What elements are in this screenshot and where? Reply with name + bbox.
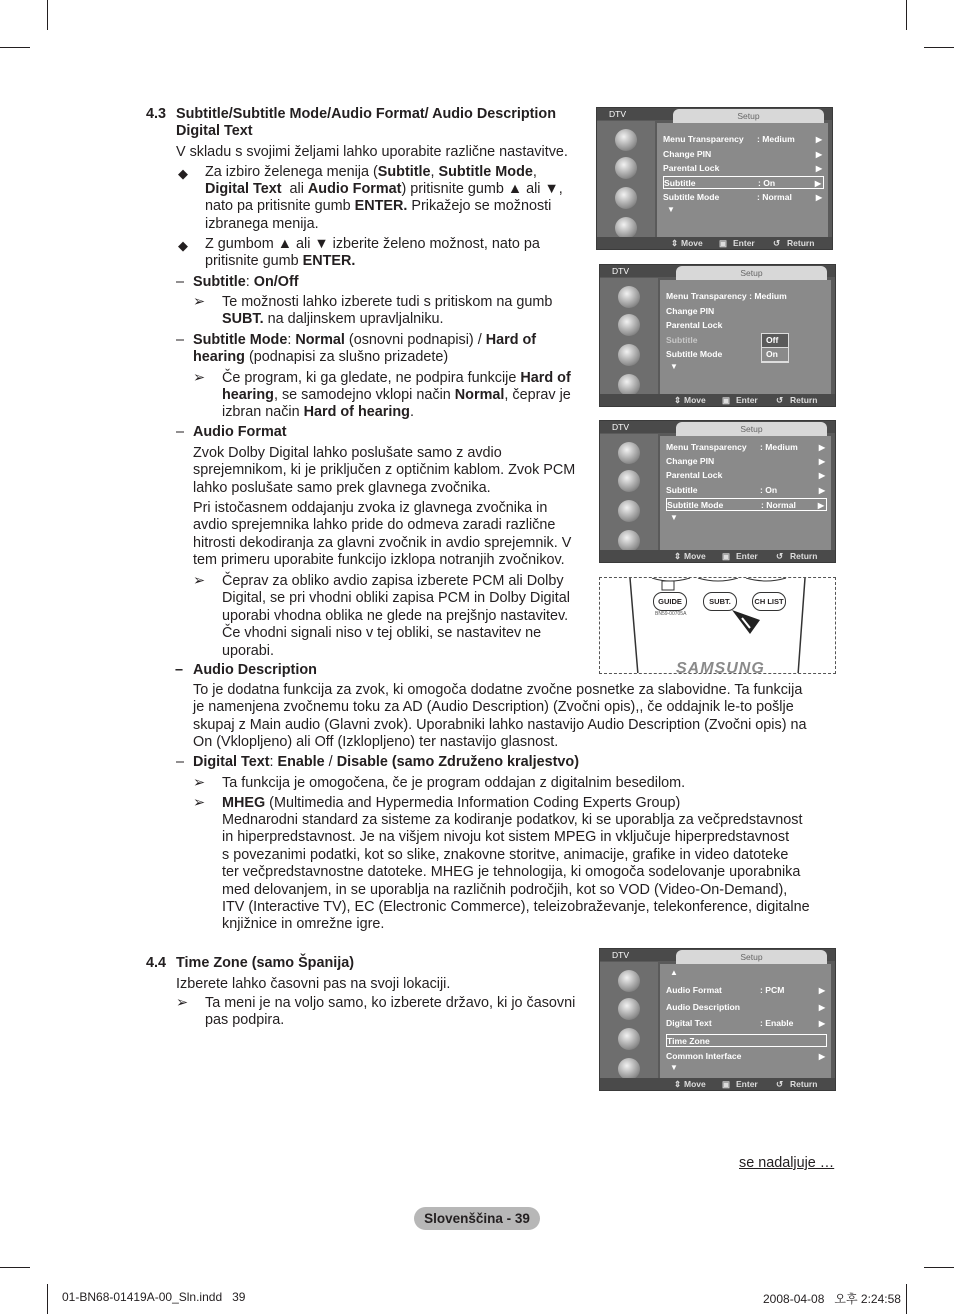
osd-menu-item[interactable]: Menu Transparency : Medium ▶ bbox=[666, 442, 825, 452]
input-icon bbox=[618, 530, 640, 552]
note-arrow-icon: ➢ bbox=[176, 995, 189, 1011]
enter-icon: ▣ bbox=[722, 551, 731, 561]
bullet-1-line2: Digital Text ali Audio Format) pritisnite gumb ▲ ali ▼, bbox=[205, 181, 563, 197]
option-on[interactable]: On bbox=[762, 348, 788, 362]
mode-note-line3: izbran način Hard of hearing. bbox=[222, 404, 414, 420]
crop-mark bbox=[0, 1267, 30, 1268]
section-intro: V skladu s svojimi željami lahko uporabite različne nastavitve. bbox=[176, 144, 568, 160]
osd-menu-item-selected[interactable]: Subtitle Mode : Normal ▶ bbox=[666, 498, 827, 511]
time-zone-note-line1: Ta meni je na voljo samo, ko izberete državo, ki jo časovni bbox=[205, 995, 576, 1011]
picture-icon bbox=[615, 129, 637, 151]
ch-list-button[interactable]: CH LIST bbox=[752, 592, 786, 611]
note-arrow-icon: ➢ bbox=[193, 294, 206, 310]
dash-icon: – bbox=[175, 662, 184, 678]
osd-setup-tab: Setup bbox=[676, 422, 827, 436]
osd-menu-item[interactable]: Digital Text : Enable ▶ bbox=[666, 1018, 825, 1028]
return-icon: ↺ bbox=[776, 1079, 784, 1089]
mode-note-line1: Če program, ki ga gledate, ne podpira funkcije Hard of bbox=[222, 370, 571, 386]
input-icon bbox=[618, 374, 640, 396]
input-icon bbox=[615, 217, 637, 239]
digital-text-heading: Digital Text: Enable / Disable (samo Združeno kraljestvo) bbox=[193, 754, 579, 770]
osd-footer: ⇕ Move ▣ Enter ↺ Return bbox=[597, 237, 832, 249]
osd-setup-tab: Setup bbox=[673, 109, 824, 123]
osd-dtv-label: DTV bbox=[612, 422, 629, 432]
osd-menu-item-selected[interactable]: Subtitle : On ▶ bbox=[663, 176, 824, 189]
picture-icon bbox=[618, 286, 640, 308]
file-info: 01-BN68-01419A-00_Sln.indd 39 bbox=[62, 1290, 246, 1304]
subtitle-mode-line1: Subtitle Mode: Normal (osnovni podnapisi) / Hard of bbox=[193, 332, 537, 348]
remote-control-illustration bbox=[599, 577, 836, 674]
osd-menu-item[interactable]: Change PIN ▶ bbox=[663, 149, 822, 159]
section-title-line2: Digital Text bbox=[176, 123, 253, 139]
page-number-badge: Slovenščina - 39 bbox=[414, 1207, 540, 1230]
osd-menu-item[interactable]: Audio Description ▶ bbox=[666, 1002, 825, 1012]
osd-menu-item[interactable]: Change PIN bbox=[666, 306, 715, 316]
osd-menu-item[interactable]: Change PIN ▶ bbox=[666, 456, 825, 466]
dash-icon: – bbox=[176, 424, 185, 440]
enter-icon: ▣ bbox=[719, 238, 728, 248]
mheg-heading: MHEG (Multimedia and Hypermedia Information Coding Experts Group) bbox=[222, 795, 681, 811]
osd-setup-screen-1 bbox=[596, 107, 833, 250]
audio-format-para1: Zvok Dolby Digital lahko poslušate samo z avdio sprejemnikom, ki je priključen z optičnim kablom. Zvok PCM lahko poslušate samo prek glavnega zvočnika. bbox=[193, 445, 576, 496]
osd-menu-panel bbox=[660, 280, 831, 394]
option-off[interactable]: Off bbox=[762, 334, 788, 348]
mode-note-line2: hearing, se samodejno vklopi način Normal, čeprav je bbox=[222, 387, 571, 403]
crop-mark bbox=[906, 1284, 907, 1314]
return-icon: ↺ bbox=[776, 395, 784, 405]
digital-text-note1: Ta funkcija je omogočena, če je program oddajan z digitalnim besedilom. bbox=[222, 775, 686, 791]
bullet-1-line1: Za izbiro želenega menija (Subtitle, Subtitle Mode, bbox=[205, 164, 537, 180]
osd-setup-screen-4 bbox=[599, 948, 836, 1091]
dash-icon: – bbox=[176, 332, 185, 348]
remote-model-label: BN59-00705A bbox=[655, 611, 687, 617]
crop-mark bbox=[47, 1284, 48, 1314]
osd-menu-item[interactable]: Subtitle Mode : Normal ▶ bbox=[663, 192, 822, 202]
dash-icon: – bbox=[176, 274, 185, 290]
return-icon: ↺ bbox=[773, 238, 781, 248]
scroll-up-icon: ▲ bbox=[670, 968, 678, 977]
osd-dtv-label: DTV bbox=[612, 266, 629, 276]
sound-icon bbox=[618, 314, 640, 336]
note-arrow-icon: ➢ bbox=[193, 795, 206, 811]
osd-menu-item[interactable]: Subtitle bbox=[666, 335, 698, 345]
move-icon: ⇕ bbox=[674, 551, 682, 561]
gear-icon bbox=[618, 344, 640, 366]
time-zone-note-line2: pas podpira. bbox=[205, 1012, 285, 1028]
subtitle-note-line1: Te možnosti lahko izberete tudi s pritiskom na gumb bbox=[222, 294, 553, 310]
subtitle-note-line2: SUBT. na daljinskem upravljalniku. bbox=[222, 311, 444, 327]
enter-icon: ▣ bbox=[722, 1079, 731, 1089]
osd-menu-item[interactable]: Parental Lock bbox=[666, 320, 723, 330]
scroll-down-icon: ▼ bbox=[670, 362, 678, 371]
osd-side-menu bbox=[597, 121, 655, 237]
input-icon bbox=[618, 1058, 640, 1080]
bullet-diamond-icon: ◆ bbox=[178, 166, 188, 181]
subtitle-mode-line2: hearing (podnapisi za slušno prizadete) bbox=[193, 349, 449, 365]
gear-icon bbox=[618, 500, 640, 522]
enter-icon: ▣ bbox=[722, 395, 731, 405]
print-date: 2008-04-08 오후 2:24:58 bbox=[763, 1292, 901, 1306]
osd-side-menu bbox=[600, 434, 658, 550]
mheg-para: Mednarodni standard za sisteme za kodiranje podatkov, ki se uporablja za večpredstavnost in hiperpredstavnost. Je na višjem nivoju kot sistem MPEG in vključuje hiperpredstavnost s povezanimi podatki, kot so slike, znakovne storitve, animacije, grafike in video datoteke ter večpredstavnostne datoteke. MHEG je tehnologija, ki omogoča sodelovanje uporabnika med delovanjem, in se uporablja na različnih področjih, kot so VOD (Video-On-Demand), ITV (Interactive TV), EC (Electronic Commerce), teleizobraževanje, telekonference, digitalne knjižnice in omrežne igre. bbox=[222, 812, 810, 933]
osd-side-menu bbox=[600, 962, 658, 1078]
gear-icon bbox=[618, 1028, 640, 1050]
dash-icon: – bbox=[176, 754, 185, 770]
sound-icon bbox=[615, 157, 637, 179]
subtitle-options-popup[interactable] bbox=[761, 333, 789, 363]
move-icon: ⇕ bbox=[674, 1079, 682, 1089]
sound-icon bbox=[618, 470, 640, 492]
move-icon: ⇕ bbox=[674, 395, 682, 405]
osd-footer: ⇕ Move ▣ Enter ↺ Return bbox=[600, 1078, 835, 1090]
audio-format-heading: Audio Format bbox=[193, 424, 287, 440]
subt-button[interactable]: SUBT. bbox=[703, 592, 737, 611]
continued-label: se nadaljuje … bbox=[739, 1155, 835, 1171]
osd-dtv-label: DTV bbox=[612, 950, 629, 960]
scroll-down-icon: ▼ bbox=[670, 513, 678, 522]
section-intro: Izberete lahko časovni pas na svoji lokaciji. bbox=[176, 976, 451, 992]
osd-footer: ⇕ Move ▣ Enter ↺ Return bbox=[600, 394, 835, 406]
sound-icon bbox=[618, 998, 640, 1020]
picture-icon bbox=[618, 442, 640, 464]
crop-mark bbox=[924, 47, 954, 48]
osd-menu-item[interactable]: Subtitle : On ▶ bbox=[666, 485, 825, 495]
osd-menu-item[interactable]: Menu Transparency : Medium ▶ bbox=[663, 134, 822, 144]
return-icon: ↺ bbox=[776, 551, 784, 561]
crop-mark bbox=[924, 1267, 954, 1268]
bullet-2-line1: Z gumbom ▲ ali ▼ izberite želeno možnost, nato pa bbox=[205, 236, 540, 252]
gear-icon bbox=[615, 187, 637, 209]
crop-mark bbox=[0, 47, 30, 48]
picture-icon bbox=[618, 970, 640, 992]
osd-menu-panel bbox=[660, 436, 831, 550]
section-title: Subtitle/Subtitle Mode/Audio Format/ Audio Description bbox=[176, 106, 557, 122]
osd-menu-item[interactable]: Subtitle Mode bbox=[666, 349, 723, 359]
section-title: Time Zone (samo Španija) bbox=[176, 955, 355, 971]
crop-mark bbox=[47, 0, 48, 30]
audio-format-note: Čeprav za obliko avdio zapisa izberete PCM ali Dolby Digital, se pri vhodni obliki zapisa PCM in Dolby Digital uporabi vhodna oblika ne glede na prejšnjo nastavitev. Če vhodni signali niso v tej obliki, se nastavitev ne uporabi. bbox=[222, 573, 570, 659]
osd-menu-item-selected[interactable]: Time Zone bbox=[666, 1034, 827, 1047]
osd-setup-tab: Setup bbox=[676, 950, 827, 964]
osd-menu-item[interactable]: Common Interface ▶ bbox=[666, 1051, 825, 1061]
section-number: 4.3 bbox=[146, 106, 167, 122]
scroll-down-icon: ▼ bbox=[667, 205, 675, 214]
scroll-down-icon: ▼ bbox=[670, 1063, 678, 1072]
osd-menu-panel bbox=[660, 964, 831, 1078]
osd-dtv-label: DTV bbox=[609, 109, 626, 119]
audio-description-para: To je dodatna funkcija za zvok, ki omogoča dodatne zvočne posnetke za slabovidne. Ta funkcija je namenjena zvočnemu toku za AD (Audio Description) (Zvočni opis),, če oddajnik le-to pošlje skupaj z Main audio (Glavni zvok). Uporabniki lahko nastavijo Audio Description (Zvočni opis) na On (Vklopljeno) ali Off (Izklopljeno) ter nastavijo glasnost. bbox=[193, 682, 807, 751]
note-arrow-icon: ➢ bbox=[193, 775, 206, 791]
bullet-1-line4: izbranega menija. bbox=[205, 216, 319, 232]
subtitle-heading: Subtitle: On/Off bbox=[193, 274, 299, 290]
osd-menu-panel bbox=[657, 123, 828, 237]
note-arrow-icon: ➢ bbox=[193, 370, 206, 386]
osd-setup-tab: Setup bbox=[676, 266, 827, 280]
note-arrow-icon: ➢ bbox=[193, 573, 206, 589]
osd-side-menu bbox=[600, 278, 658, 394]
samsung-logo: SAMSUNG bbox=[676, 660, 765, 674]
osd-menu-item[interactable]: Parental Lock ▶ bbox=[666, 470, 825, 480]
osd-footer: ⇕ Move ▣ Enter ↺ Return bbox=[600, 550, 835, 562]
section-number: 4.4 bbox=[146, 955, 167, 971]
osd-menu-item[interactable]: Parental Lock ▶ bbox=[663, 163, 822, 173]
osd-setup-screen-3 bbox=[599, 420, 836, 563]
crop-mark bbox=[906, 0, 907, 30]
guide-button[interactable]: GUIDE bbox=[653, 592, 687, 611]
move-icon: ⇕ bbox=[671, 238, 679, 248]
osd-setup-screen-2 bbox=[599, 264, 836, 407]
bullet-2-line2: pritisnite gumb ENTER. bbox=[205, 253, 356, 269]
bullet-1-line3: nato pa pritisnite gumb ENTER. Prikažejo se možnosti bbox=[205, 198, 552, 214]
bullet-diamond-icon: ◆ bbox=[178, 238, 188, 253]
osd-menu-item[interactable]: Audio Format : PCM ▶ bbox=[666, 985, 825, 995]
osd-menu-item[interactable]: Menu Transparency : Medium bbox=[666, 291, 787, 301]
audio-format-para2: Pri istočasnem oddajanju zvoka iz glavnega zvočnika in avdio sprejemnika lahko pride do odmeva zaradi različne hitrosti dekodiranja za glavni zvočnik in avdio sprejemnik. V tem primeru uporabite funkcijo izklopa notranjih zvočnikov. bbox=[193, 500, 572, 569]
audio-description-heading: Audio Description bbox=[193, 662, 317, 678]
